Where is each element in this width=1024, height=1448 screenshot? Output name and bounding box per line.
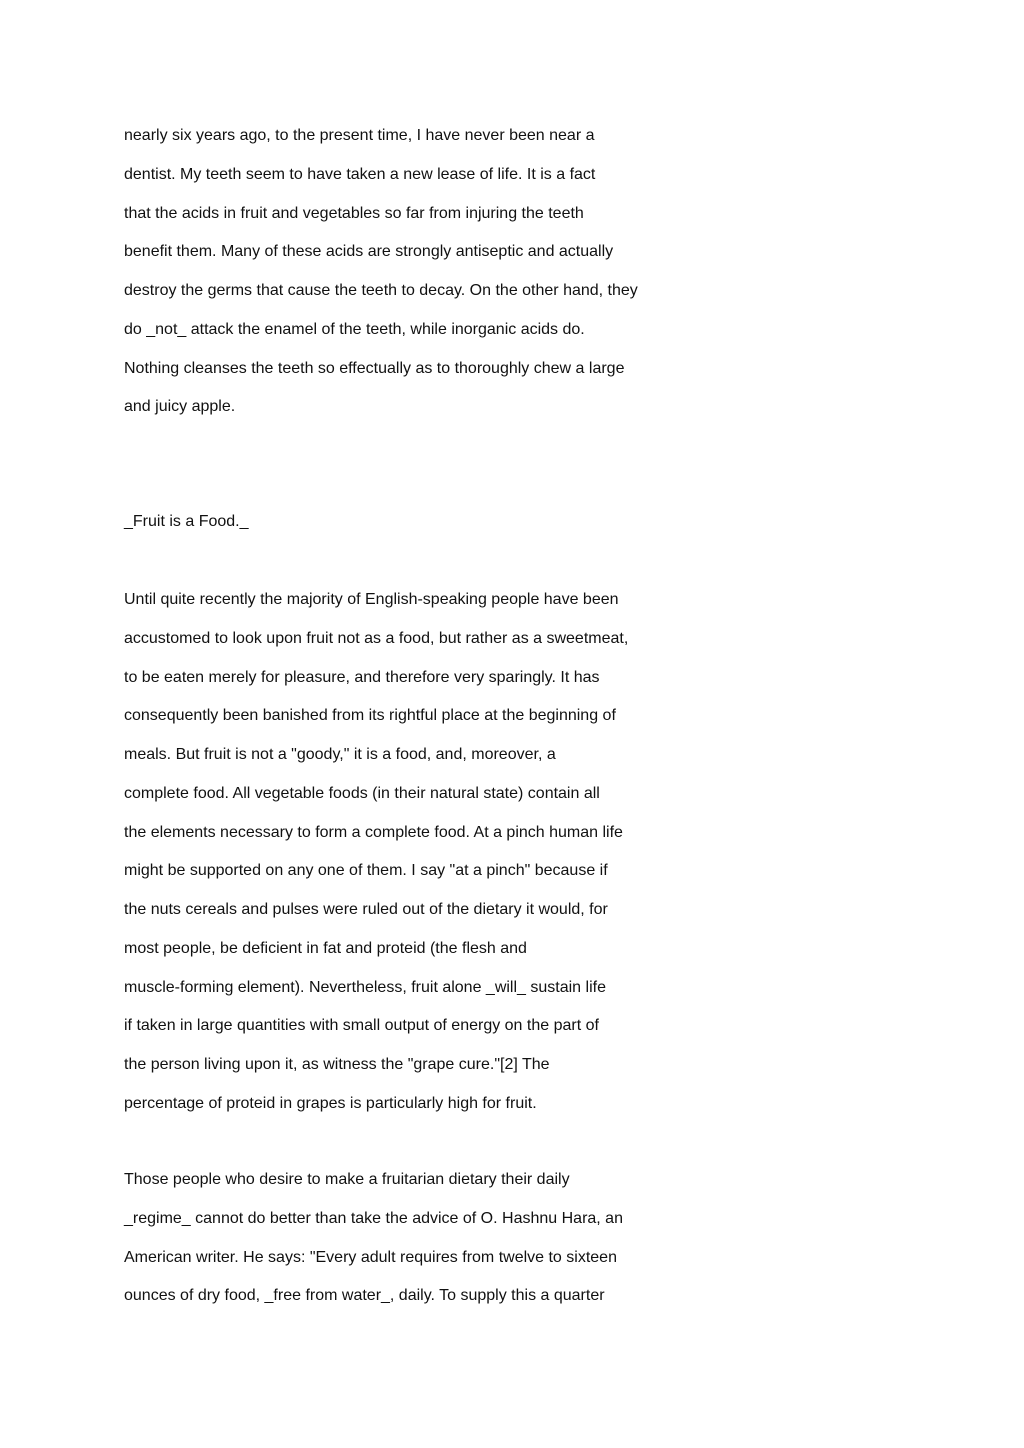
text-line: meals. But fruit is not a "goody," it is a food, and, moreover, a	[124, 746, 556, 763]
text-line: Nothing cleanses the teeth so effectually as to thoroughly chew a large	[124, 359, 625, 377]
text-line: to be eaten merely for pleasure, and therefore very sparingly. It has	[124, 668, 600, 686]
text-line: muscle-forming element). Nevertheless, fruit alone _will_ sustain life	[124, 978, 606, 996]
text-line: if taken in large quantities with small output of energy on the part of	[124, 1017, 599, 1035]
text-line: dentist. My teeth seem to have taken a new lease of life. It is a fact	[124, 165, 596, 183]
text-line: Those people who desire to make a fruitarian dietary their daily	[124, 1171, 570, 1188]
text-line: destroy the germs that cause the teeth to decay. On the other hand, they	[124, 282, 638, 299]
section-heading	[124, 503, 824, 542]
text-line: American writer. He says: "Every adult requires from twelve to sixteen	[124, 1248, 617, 1266]
text-line: complete food. All vegetable foods (in their natural state) contain all	[124, 784, 600, 802]
text-line: percentage of proteid in grapes is particularly high for fruit.	[124, 1094, 537, 1112]
paragraph-fruitarian	[124, 1161, 824, 1316]
text-line: might be supported on any one of them. I say "at a pinch" because if	[124, 862, 608, 880]
text-line: Until quite recently the majority of English-speaking people have been	[124, 591, 619, 608]
text-line: consequently been banished from its rightful place at the beginning of	[124, 707, 616, 725]
text-line: most people, be deficient in fat and proteid (the flesh and	[124, 939, 527, 957]
text-line: benefit them. Many of these acids are strongly antiseptic and actually	[124, 243, 614, 261]
text-line: the person living upon it, as witness the "grape cure."[2] The	[124, 1056, 550, 1073]
text-line: accustomed to look upon fruit not as a food, but rather as a sweetmeat,	[124, 629, 629, 647]
text-line: _regime_ cannot do better than take the advice of O. Hashnu Hara, an	[124, 1209, 623, 1227]
heading-text: _Fruit is a Food._	[124, 513, 249, 530]
text-line: the nuts cereals and pulses were ruled out of the dietary it would, for	[124, 901, 608, 918]
text-line: do _not_ attack the enamel of the teeth, while inorganic acids do.	[124, 320, 585, 338]
text-line: and juicy apple.	[124, 398, 236, 416]
text-line: the elements necessary to form a complete food. At a pinch human life	[124, 823, 623, 841]
paragraph-teeth	[124, 117, 824, 427]
paragraph-fruit-food	[124, 581, 824, 1124]
text-line: that the acids in fruit and vegetables so far from injuring the teeth	[124, 204, 584, 222]
text-line: ounces of dry food, _free from water_, daily. To supply this a quarter	[124, 1287, 605, 1305]
text-line: nearly six years ago, to the present time, I have never been near a	[124, 127, 595, 144]
